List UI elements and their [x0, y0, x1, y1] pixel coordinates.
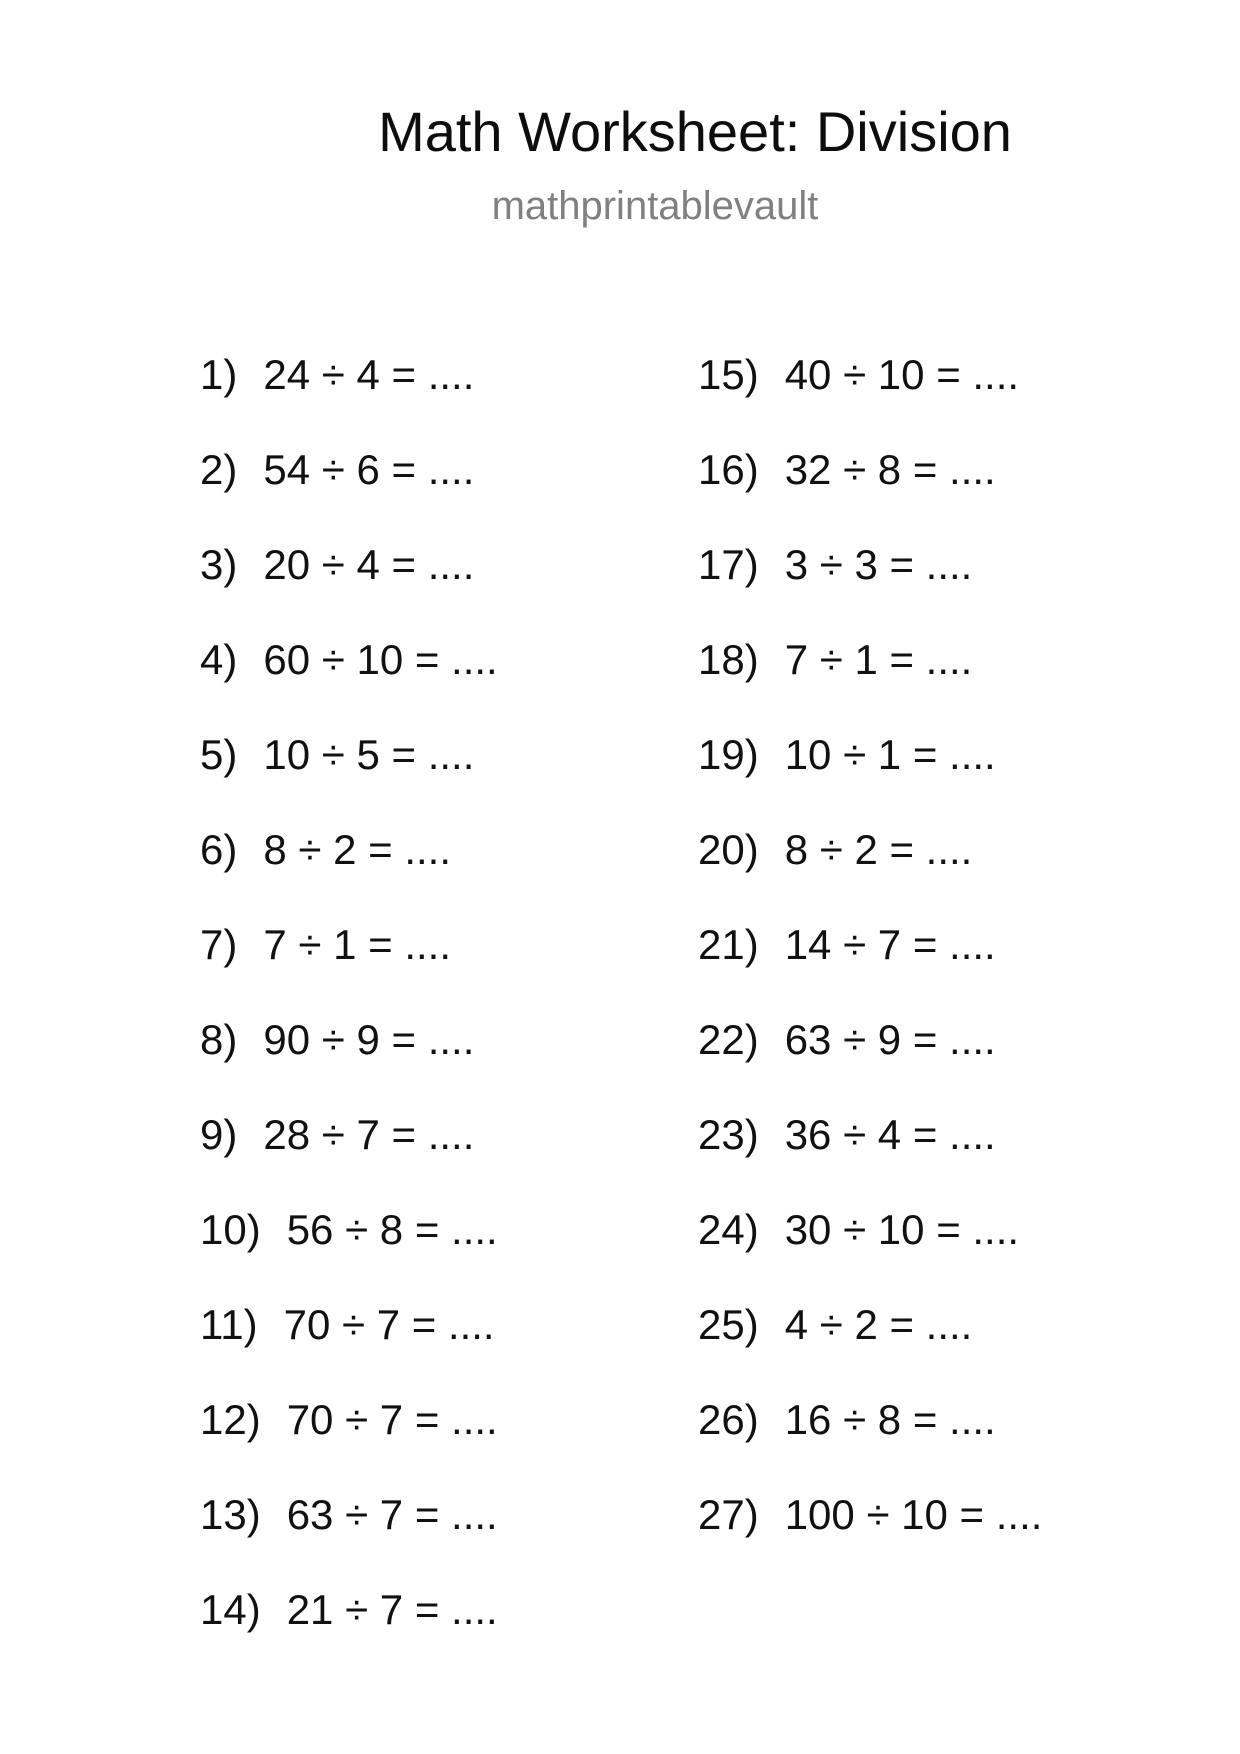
- problem-expression: 16 ÷ 8 = ....: [784, 1396, 996, 1443]
- problem-item: [200, 1110, 498, 1205]
- problem-number: 3): [200, 541, 238, 588]
- problem-expression: 20 ÷ 4 = ....: [263, 541, 475, 588]
- problem-expression: 90 ÷ 9 = ....: [263, 1016, 475, 1063]
- problem-item: [698, 1490, 1042, 1585]
- problem-number: 14): [200, 1586, 261, 1633]
- problem-number: 21): [698, 921, 759, 968]
- problem-item: [200, 350, 498, 445]
- problem-expression: 63 ÷ 7 = ....: [286, 1491, 498, 1538]
- worksheet-subtitle: mathprintablevault: [491, 184, 819, 228]
- problem-expression: 28 ÷ 7 = ....: [263, 1111, 475, 1158]
- problem-number: 17): [698, 541, 759, 588]
- problem-item: [200, 1015, 498, 1110]
- problem-expression: 4 ÷ 2 = ....: [784, 1301, 973, 1348]
- problem-item: [200, 1585, 498, 1680]
- problem-number: 24): [698, 1206, 759, 1253]
- problem-item: [698, 825, 1042, 920]
- problem-item: [698, 1395, 1042, 1490]
- problem-expression: 63 ÷ 9 = ....: [784, 1016, 996, 1063]
- problem-number: 6): [200, 826, 238, 873]
- problem-expression: 8 ÷ 2 = ....: [784, 826, 973, 873]
- problem-item: [698, 920, 1042, 1015]
- problem-item: [200, 825, 498, 920]
- problem-list-left: [200, 350, 498, 1680]
- problem-number: 26): [698, 1396, 759, 1443]
- problem-number: 5): [200, 731, 238, 778]
- problem-number: 27): [698, 1491, 759, 1538]
- problem-expression: 32 ÷ 8 = ....: [784, 446, 996, 493]
- worksheet-title: Math Worksheet: Division: [378, 100, 1012, 163]
- problem-list-right: [698, 350, 1042, 1585]
- problem-expression: 3 ÷ 3 = ....: [784, 541, 973, 588]
- problem-expression: 7 ÷ 1 = ....: [263, 921, 452, 968]
- problem-expression: 54 ÷ 6 = ....: [263, 446, 475, 493]
- problem-item: [698, 730, 1042, 825]
- problem-item: [200, 1395, 498, 1490]
- problem-item: [698, 635, 1042, 730]
- problem-expression: 36 ÷ 4 = ....: [784, 1111, 996, 1158]
- problem-item: [200, 920, 498, 1015]
- problem-item: [698, 1205, 1042, 1300]
- problem-number: 15): [698, 351, 759, 398]
- problem-item: [698, 540, 1042, 635]
- problem-number: 25): [698, 1301, 759, 1348]
- problem-expression: 10 ÷ 5 = ....: [263, 731, 475, 778]
- problem-number: 10): [200, 1206, 261, 1253]
- problem-number: 16): [698, 446, 759, 493]
- problem-expression: 24 ÷ 4 = ....: [263, 351, 475, 398]
- problem-number: 23): [698, 1111, 759, 1158]
- problem-number: 18): [698, 636, 759, 683]
- problem-number: 22): [698, 1016, 759, 1063]
- problem-expression: 21 ÷ 7 = ....: [286, 1586, 498, 1633]
- problem-number: 7): [200, 921, 238, 968]
- problem-expression: 70 ÷ 7 = ....: [286, 1396, 498, 1443]
- problem-number: 4): [200, 636, 238, 683]
- problem-item: [698, 1300, 1042, 1395]
- problem-number: 12): [200, 1396, 261, 1443]
- problem-number: 9): [200, 1111, 238, 1158]
- problem-expression: 100 ÷ 10 = ....: [784, 1491, 1043, 1538]
- problem-item: [698, 1110, 1042, 1205]
- problem-item: [200, 635, 498, 730]
- problem-item: [698, 445, 1042, 540]
- problem-expression: 8 ÷ 2 = ....: [263, 826, 452, 873]
- problem-item: [200, 445, 498, 540]
- problem-expression: 70 ÷ 7 = ....: [283, 1301, 495, 1348]
- problem-number: 11): [200, 1301, 258, 1348]
- problem-expression: 30 ÷ 10 = ....: [784, 1206, 1020, 1253]
- problem-expression: 7 ÷ 1 = ....: [784, 636, 973, 683]
- problem-number: 8): [200, 1016, 238, 1063]
- problem-number: 20): [698, 826, 759, 873]
- problem-item: [200, 1300, 498, 1395]
- problem-item: [200, 730, 498, 825]
- problem-item: [200, 1205, 498, 1300]
- problem-number: 19): [698, 731, 759, 778]
- problem-number: 2): [200, 446, 238, 493]
- problem-expression: 56 ÷ 8 = ....: [286, 1206, 498, 1253]
- problem-expression: 40 ÷ 10 = ....: [784, 351, 1020, 398]
- problem-number: 1): [200, 351, 238, 398]
- problem-expression: 14 ÷ 7 = ....: [784, 921, 996, 968]
- problem-expression: 60 ÷ 10 = ....: [263, 636, 498, 683]
- problem-item: [200, 540, 498, 635]
- problem-item: [698, 1015, 1042, 1110]
- problem-item: [698, 350, 1042, 445]
- problem-expression: 10 ÷ 1 = ....: [784, 731, 996, 778]
- problem-number: 13): [200, 1491, 261, 1538]
- problem-item: [200, 1490, 498, 1585]
